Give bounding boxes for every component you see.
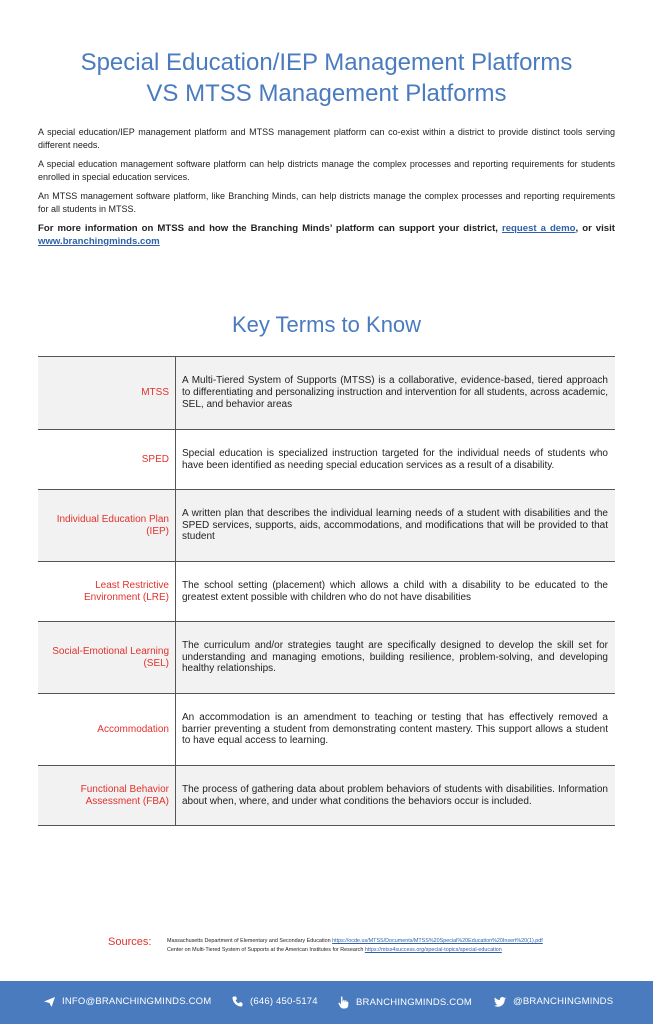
footer-phone-text: (646) 450-5174 <box>250 996 318 1007</box>
term-definition: The school setting (placement) which allows a child with a disability to be educated to the greatest extent possible with children who do not have disabilities <box>182 579 608 603</box>
term-definition: The curriculum and/or strategies taught are specifically designed to develop the skill set for understanding and managing emotions, building resilience, problem-solving, and developing healthy relationships. <box>182 639 608 675</box>
twitter-icon <box>494 997 506 1007</box>
footer-website-text: BRANCHINGMINDS.COM <box>356 997 473 1008</box>
term-label: Individual Education Plan (IEP) <box>38 490 176 561</box>
source-item <box>167 946 543 955</box>
source-2-text: Center on Multi-Tiered System of Supports at the American Institutes for Research <box>167 947 365 953</box>
intro-p4-middle: , or visit <box>575 223 615 234</box>
source-1-link[interactable]: https://ocde.us/MTSS/Documents/MTSS%20Special%20Education%20Insert%20(1).pdf <box>332 938 543 944</box>
term-label: Functional Behavior Assessment (FBA) <box>38 766 176 825</box>
send-icon <box>44 997 55 1007</box>
source-2-link[interactable]: https://mtss4success.org/special-topics/special-education <box>364 947 502 953</box>
intro-paragraph-4 <box>38 222 615 248</box>
intro-paragraph-2: A special education management software platform can help districts manage the complex processes and reporting requirements for students enrolled in special education services. <box>38 159 615 182</box>
term-row-sel <box>38 622 615 694</box>
key-terms-table <box>38 356 615 826</box>
intro-p4-before: For more information on MTSS and how the Branching Minds’ platform can support your district, <box>38 223 502 234</box>
page-title <box>0 47 653 109</box>
key-terms-heading: Key Terms to Know <box>231 312 422 337</box>
footer-twitter-text: @BRANCHINGMINDS <box>513 996 614 1007</box>
footer-phone[interactable] <box>232 996 318 1007</box>
intro-paragraph-1: A special education/IEP management platform and MTSS management platform can co-exist within a district to provide distinct tools serving different needs. <box>38 127 615 150</box>
term-definition: Special education is specialized instruction targeted for the individual needs of students who have been identified as needing special education services as a result of a disability. <box>182 447 608 471</box>
website-link[interactable]: www.branchingminds.com <box>38 236 160 247</box>
term-definition: A written plan that describes the individual learning needs of a student with disabilities and the SPED services, supports, aids, accommodations, and modifications that will be provided to that student <box>182 507 608 543</box>
term-label: SPED <box>38 430 176 489</box>
term-row-mtss <box>38 357 615 430</box>
footer-email[interactable] <box>44 996 211 1007</box>
term-label: MTSS <box>38 357 176 429</box>
pointer-hand-icon <box>338 996 349 1009</box>
sources-list <box>167 937 543 955</box>
source-item <box>167 937 543 946</box>
term-label: Social-Emotional Learning (SEL) <box>38 622 176 693</box>
term-row-accommodation <box>38 694 615 766</box>
term-label: Least Restrictive Environment (LRE) <box>38 562 176 621</box>
footer-bar <box>0 981 653 1024</box>
term-row-fba <box>38 766 615 826</box>
footer-twitter[interactable] <box>494 996 613 1007</box>
footer-email-text: INFO@BRANCHINGMINDS.COM <box>62 996 212 1007</box>
source-1-text: Massachusetts Department of Elementary and Secondary Education <box>167 938 333 944</box>
sources-label: Sources: <box>108 936 152 948</box>
term-row-iep <box>38 490 615 562</box>
term-row-lre <box>38 562 615 622</box>
request-demo-link[interactable]: request a demo <box>501 223 576 234</box>
term-definition: A Multi-Tiered System of Supports (MTSS) is a collaborative, evidence-based, tiered approach to differentiating and personalizing instruction and intervention for all students, across academic, SEL, and behavior areas <box>182 375 608 410</box>
term-label: Accommodation <box>38 694 176 765</box>
intro-section <box>38 126 615 255</box>
page-title-line1: Special Education/IEP Management Platforms <box>80 49 573 76</box>
footer-website[interactable] <box>338 996 472 1009</box>
term-definition: An accommodation is an amendment to teaching or testing that has effectively removed a barrier preventing a student from demonstrating content mastery. This support allows a student to have equal access to learning. <box>182 711 608 747</box>
term-definition: The process of gathering data about problem behaviors of students with disabilities. Information about when, where, and under what conditions the behaviors occur is included. <box>182 783 608 807</box>
phone-icon <box>232 996 243 1007</box>
page-title-line2: VS MTSS Management Platforms <box>146 80 507 107</box>
term-row-sped <box>38 430 615 490</box>
intro-paragraph-3: An MTSS management software platform, like Branching Minds, can help districts manage the complex processes and reporting requirements for all students in MTSS. <box>38 191 615 214</box>
